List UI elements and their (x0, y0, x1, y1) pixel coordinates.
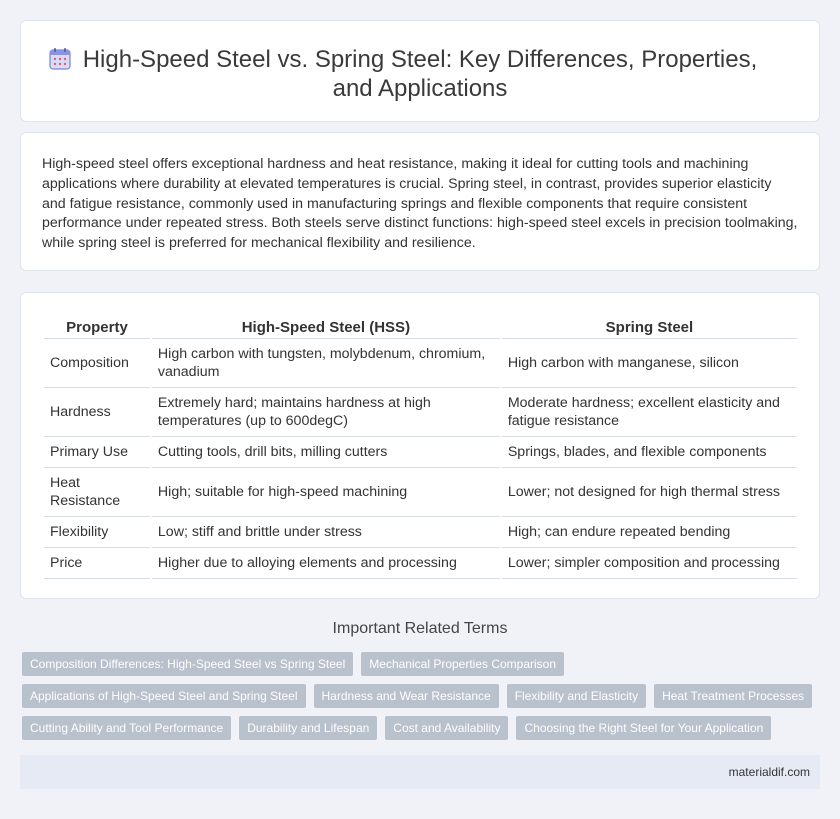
table-cell: Lower; not designed for high thermal stress (502, 468, 797, 517)
header-spring-steel: Spring Steel (502, 311, 797, 339)
related-term-tag[interactable]: Durability and Lifespan (239, 716, 377, 740)
table-cell: High carbon with tungsten, molybdenum, chromium, vanadium (152, 339, 500, 388)
table-cell: High; can endure repeated bending (502, 517, 797, 548)
related-term-tag[interactable]: Cutting Ability and Tool Performance (22, 716, 231, 740)
intro-card (20, 132, 820, 271)
related-term-tag[interactable]: Mechanical Properties Comparison (361, 652, 564, 676)
footer (20, 755, 820, 789)
table-cell: Low; stiff and brittle under stress (152, 517, 500, 548)
related-term-tag[interactable]: Hardness and Wear Resistance (314, 684, 499, 708)
table-row (44, 437, 797, 468)
table-cell: Flexibility (44, 517, 150, 548)
related-term-tag[interactable]: Choosing the Right Steel for Your Application (516, 716, 771, 740)
related-terms-title: Important Related Terms (332, 620, 508, 637)
related-term-tag[interactable]: Composition Differences: High-Speed Steel vs Spring Steel (22, 652, 353, 676)
table-cell: High; suitable for high-speed machining (152, 468, 500, 517)
table-cell: Price (44, 548, 150, 579)
table-row (44, 468, 797, 517)
tag-row (22, 716, 822, 740)
related-term-tag[interactable]: Applications of High-Speed Steel and Spring Steel (22, 684, 306, 708)
tag-row (22, 684, 822, 708)
related-term-tag[interactable]: Heat Treatment Processes (654, 684, 812, 708)
tag-row (22, 652, 822, 676)
header-card (20, 20, 820, 122)
table-row (44, 339, 797, 388)
related-term-tag[interactable]: Cost and Availability (385, 716, 508, 740)
comparison-table-card (20, 292, 820, 599)
page-title: High-Speed Steel vs. Spring Steel: Key Differences, Properties, and Applications (82, 46, 758, 102)
table-cell: Lower; simpler composition and processing (502, 548, 797, 579)
table-row (44, 548, 797, 579)
header-property: Property (44, 311, 150, 339)
table-cell: Primary Use (44, 437, 150, 468)
table-cell: Springs, blades, and flexible components (502, 437, 797, 468)
table-row (44, 517, 797, 548)
table-cell: Moderate hardness; excellent elasticity and fatigue resistance (502, 388, 797, 437)
table-cell: Cutting tools, drill bits, milling cutters (152, 437, 500, 468)
table-header-row (44, 311, 797, 339)
related-term-tag[interactable]: Flexibility and Elasticity (507, 684, 646, 708)
table-row (44, 388, 797, 437)
comparison-table (42, 311, 799, 579)
table-cell: High carbon with manganese, silicon (502, 339, 797, 388)
table-cell: Extremely hard; maintains hardness at high temperatures (up to 600degC) (152, 388, 500, 437)
table-cell: Heat Resistance (44, 468, 150, 517)
footer-site-link[interactable]: materialdif.com (728, 765, 810, 779)
table-cell: Composition (44, 339, 150, 388)
related-terms-list (22, 652, 822, 748)
header-hss: High-Speed Steel (HSS) (152, 311, 500, 339)
table-cell: Higher due to alloying elements and processing (152, 548, 500, 579)
table-cell: Hardness (44, 388, 150, 437)
intro-paragraph: High-speed steel offers exceptional hardness and heat resistance, making it ideal for cutting tools and machining applications where durability at elevated temperatures is crucial. Spring steel, in contrast, provides superior elasticity and fatigue resistance, commonly used in manufacturing springs and flexible components that require consistent performance under repeated stress. Both steels serve distinct functions: high-speed steel excels in precision toolmaking, while spring steel is preferred for mechanical flexibility and resilience. (42, 156, 798, 252)
